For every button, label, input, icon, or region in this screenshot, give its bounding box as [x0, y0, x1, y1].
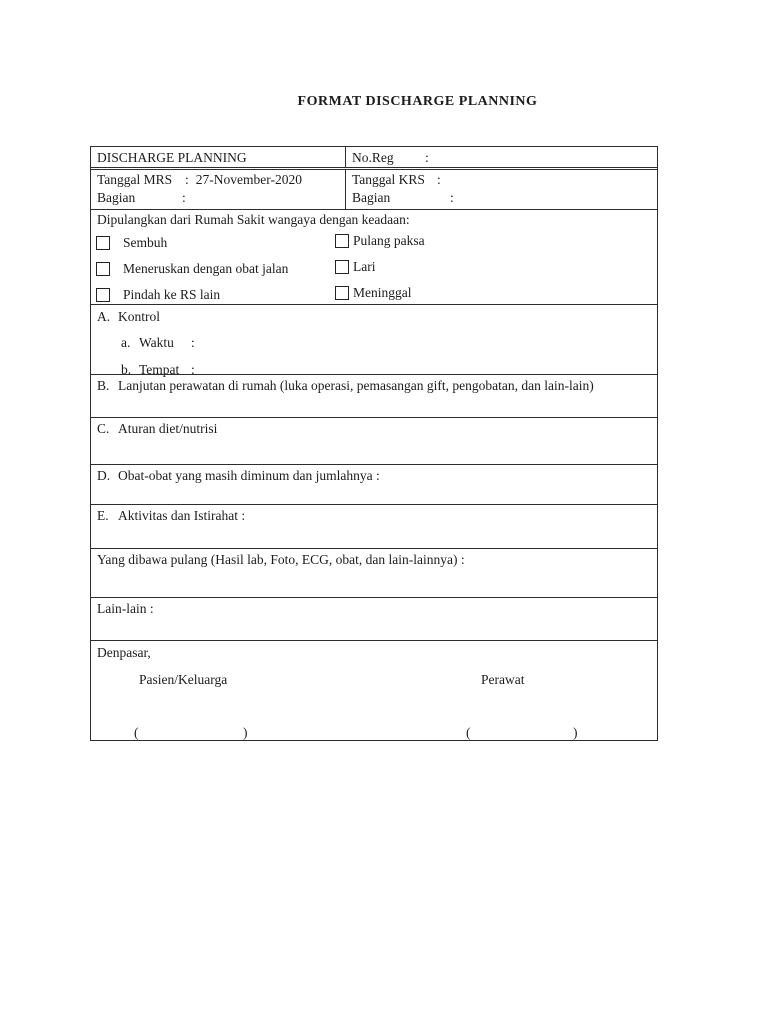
section-lanjutan-perawatan — [91, 374, 657, 417]
diet-text: Aturan diet/nutrisi — [118, 421, 218, 436]
obat-text: Obat-obat yang masih diminum dan jumlahnya : — [118, 468, 380, 483]
dibawa-pulang-line — [97, 552, 653, 568]
diet-line — [97, 421, 653, 437]
tempat-colon: : — [191, 362, 195, 377]
discharge-planning-form — [90, 146, 658, 741]
no-reg-cell — [346, 147, 657, 167]
checkbox-sembuh[interactable] — [96, 236, 110, 250]
lain-lain-text: Lain-lain : — [97, 601, 154, 616]
signature-role-nurse: Perawat — [481, 672, 525, 687]
section-aturan-diet — [91, 417, 657, 464]
option-label-sembuh: Sembuh — [123, 235, 168, 250]
bagian-right-label: Bagian — [352, 190, 391, 205]
discharge-condition-heading: Dipulangkan dari Rumah Sakit wangaya dengan keadaan: — [97, 212, 410, 227]
bagian-left-colon: : — [182, 190, 186, 205]
checkbox-pindah-rs-lain[interactable] — [96, 288, 110, 302]
section-lain-lain — [91, 597, 657, 640]
option-label-lari: Lari — [353, 259, 376, 274]
kontrol-prefix: A. — [97, 309, 111, 324]
lain-lain-line — [97, 601, 653, 617]
section-dibawa-pulang — [91, 548, 657, 597]
signature-city: Denpasar, — [97, 645, 151, 660]
nurse-signature-paren-close: ) — [573, 725, 578, 740]
option-sembuh — [96, 235, 167, 251]
no-reg-colon: : — [425, 150, 429, 165]
kontrol-heading — [97, 309, 160, 325]
tanggal-krs-line — [352, 172, 651, 188]
dates-row — [91, 167, 657, 209]
bagian-left-label: Bagian — [97, 190, 136, 205]
tempat-prefix: b. — [121, 362, 132, 377]
tempat-label: Tempat — [139, 362, 180, 377]
obat-prefix: D. — [97, 468, 111, 483]
tanggal-mrs-line — [97, 172, 339, 188]
waktu-prefix: a. — [121, 335, 131, 350]
checkbox-meneruskan-obat-jalan[interactable] — [96, 262, 110, 276]
option-meneruskan-obat-jalan — [96, 261, 288, 277]
discharge-condition-section — [91, 209, 657, 304]
option-lari — [335, 259, 376, 275]
option-label-pulang-paksa: Pulang paksa — [353, 233, 425, 248]
option-pulang-paksa — [335, 233, 425, 249]
tanggal-mrs-colon: : — [185, 172, 189, 187]
section-aktivitas — [91, 504, 657, 548]
obat-line — [97, 468, 653, 484]
checkbox-lari[interactable] — [335, 260, 349, 274]
option-label-meneruskan-obat-jalan: Meneruskan dengan obat jalan — [123, 261, 289, 276]
tanggal-krs-colon: : — [437, 172, 441, 187]
lanjutan-line — [97, 378, 653, 394]
checkbox-pulang-paksa[interactable] — [335, 234, 349, 248]
tanggal-krs-label: Tanggal KRS — [352, 172, 425, 187]
option-label-pindah-rs-lain: Pindah ke RS lain — [123, 287, 221, 302]
option-label-meninggal: Meninggal — [353, 285, 412, 300]
bagian-left-line — [97, 190, 339, 206]
option-pindah-rs-lain — [96, 287, 220, 303]
patient-signature-paren-open: ( — [134, 725, 139, 740]
bagian-right-colon: : — [450, 190, 454, 205]
signature-role-patient: Pasien/Keluarga — [139, 672, 228, 687]
aktivitas-prefix: E. — [97, 508, 109, 523]
bagian-right-line — [352, 190, 651, 206]
tanggal-mrs-value: 27-November-2020 — [195, 172, 302, 187]
header-row — [91, 147, 657, 167]
option-meninggal — [335, 285, 412, 301]
nurse-signature-paren-open: ( — [466, 725, 471, 740]
aktivitas-line — [97, 508, 653, 524]
tanggal-mrs-cell — [91, 170, 346, 209]
lanjutan-text: Lanjutan perawatan di rumah (luka operasi, pemasangan gift, pengobatan, dan lain-lain) — [118, 378, 594, 393]
tanggal-krs-cell — [346, 170, 657, 209]
kontrol-waktu-line — [121, 335, 202, 351]
checkbox-meninggal[interactable] — [335, 286, 349, 300]
page-title: FORMAT DISCHARGE PLANNING — [297, 94, 538, 109]
patient-signature-paren-close: ) — [243, 725, 248, 740]
lanjutan-prefix: B. — [97, 378, 110, 393]
form-name: DISCHARGE PLANNING — [97, 150, 247, 165]
waktu-label: Waktu — [139, 335, 174, 350]
waktu-colon: : — [191, 335, 195, 350]
aktivitas-text: Aktivitas dan Istirahat : — [118, 508, 246, 523]
kontrol-title: Kontrol — [118, 309, 160, 324]
section-obat — [91, 464, 657, 504]
diet-prefix: C. — [97, 421, 110, 436]
signature-section — [91, 640, 657, 740]
section-kontrol — [91, 304, 657, 377]
tanggal-mrs-label: Tanggal MRS — [97, 172, 173, 187]
no-reg-label: No.Reg — [352, 150, 394, 165]
form-name-cell — [91, 147, 346, 167]
dibawa-pulang-text: Yang dibawa pulang (Hasil lab, Foto, ECG, obat, dan lain-lainnya) : — [97, 552, 465, 567]
